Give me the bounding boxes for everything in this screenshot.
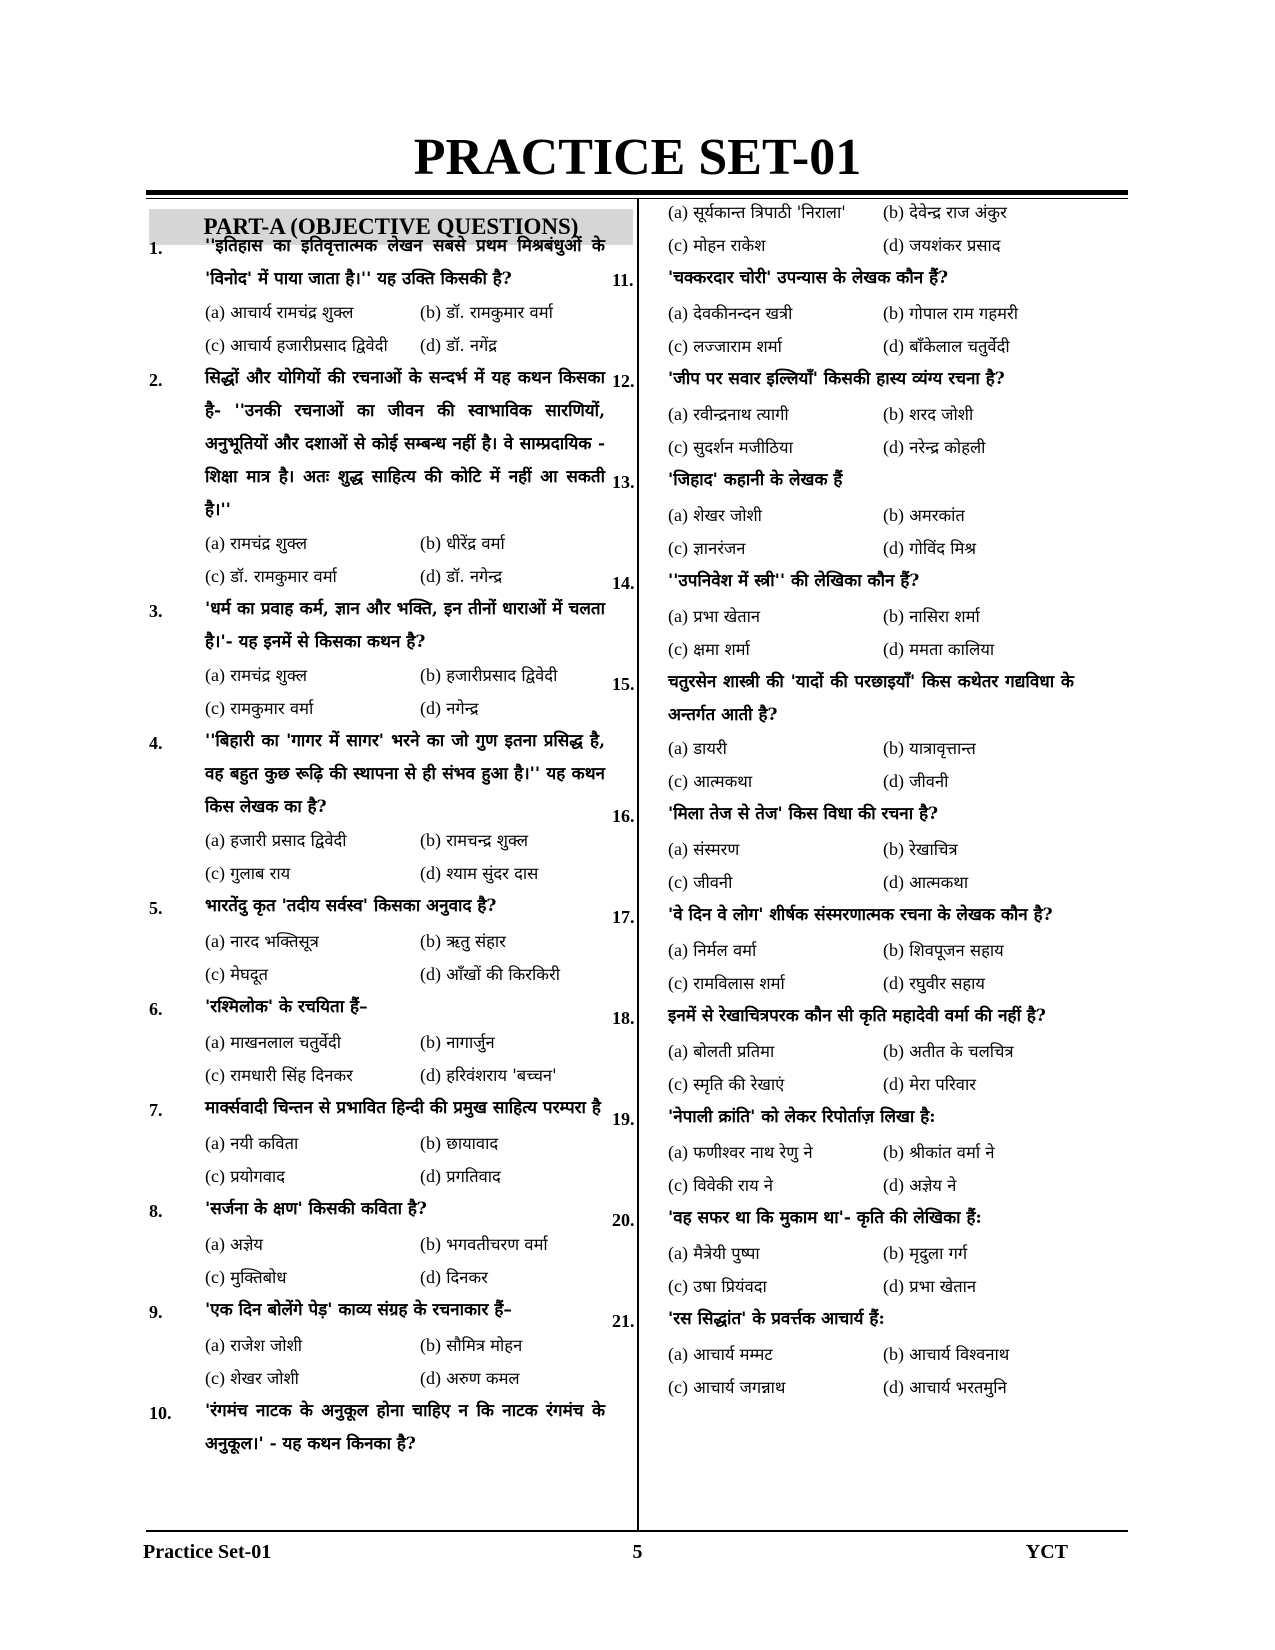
left-question-column — [149, 230, 605, 1461]
footer-right: YCT — [1025, 1541, 1068, 1563]
page-title: PRACTICE SET-01 — [413, 129, 862, 186]
option: (d) डॉ. नगेंद्र — [420, 335, 498, 355]
option: (d) नगेन्द्र — [420, 698, 479, 718]
question-block — [149, 362, 605, 593]
option: (d) ममता कालिया — [883, 639, 995, 659]
question-number: 15. — [612, 674, 635, 694]
answer-options — [205, 1127, 605, 1193]
option: (b) अतीत के चलचित्र — [883, 1041, 1014, 1061]
question-text: 'धर्म का प्रवाह कर्म, ज्ञान और भक्ति, इन तीनों धाराओं में चलता है।'- यह इनमें से किसका कथन है? — [205, 599, 605, 652]
option: (b) अमरकांत — [883, 505, 965, 525]
option: (a) मैत्रेयी पुष्पा — [668, 1243, 760, 1263]
question-block — [149, 1193, 605, 1294]
option: (d) आचार्य भरतमुनि — [883, 1377, 1007, 1397]
option: (a) रवीन्द्रनाथ त्यागी — [668, 404, 789, 424]
question-block — [612, 1101, 1074, 1202]
option: (d) श्याम सुंदर दास — [420, 863, 539, 883]
option: (b) डॉ. रामकुमार वर्मा — [420, 302, 553, 322]
option: (d) जयशंकर प्रसाद — [883, 235, 1001, 255]
question-number: 9. — [149, 1302, 163, 1322]
answer-options — [668, 1237, 1074, 1303]
footer-rule — [146, 1530, 1128, 1532]
question-block — [612, 262, 1074, 363]
option: (a) नयी कविता — [205, 1133, 299, 1153]
option: (c) ज्ञानरंजन — [668, 538, 746, 558]
question-text: 'चक्करदार चोरी' उपन्यास के लेखक कौन हैं? — [668, 268, 949, 288]
answer-options — [668, 297, 1074, 363]
answer-options — [205, 659, 605, 725]
question-block — [149, 890, 605, 991]
option: (a) निर्मल वर्मा — [668, 940, 757, 960]
option: (d) बाँकेलाल चतुर्वेदी — [883, 336, 1010, 356]
question-number: 11. — [612, 270, 634, 290]
answer-options — [668, 1338, 1074, 1404]
option: (b) हजारीप्रसाद द्विवेदी — [420, 665, 558, 685]
option: (a) राजेश जोशी — [205, 1335, 302, 1355]
option: (b) शिवपूजन सहाय — [883, 940, 1004, 960]
question-number: 21. — [612, 1311, 635, 1331]
option: (b) नासिरा शर्मा — [883, 606, 980, 626]
question-text: 'मिला तेज से तेज' किस विधा की रचना है? — [668, 804, 939, 824]
question-number: 3. — [149, 601, 163, 621]
question-number: 1. — [149, 238, 163, 258]
question-block — [612, 798, 1074, 899]
option: (b) देवेन्द्र राज अंकुर — [883, 202, 1007, 222]
question-number: 16. — [612, 806, 635, 826]
question-block — [612, 363, 1074, 464]
option: (d) प्रगतिवाद — [420, 1166, 501, 1186]
option: (c) आचार्य जगन्नाथ — [668, 1377, 786, 1397]
option: (b) सौमित्र मोहन — [420, 1335, 523, 1355]
option: (c) प्रयोगवाद — [205, 1166, 285, 1186]
question-number: 7. — [149, 1100, 163, 1120]
question-text: भारतेंदु कृत 'तदीय सर्वस्व' किसका अनुवाद है? — [205, 896, 497, 916]
question-block — [149, 991, 605, 1092]
answer-options — [668, 600, 1074, 666]
option: (c) स्मृति की रेखाएं — [668, 1074, 785, 1094]
option: (d) दिनकर — [420, 1267, 488, 1287]
option: (d) जीवनी — [883, 771, 949, 791]
question-text: 'जीप पर सवार इल्लियाँ' किसकी हास्य व्यंग्य रचना है? — [668, 369, 1005, 389]
option: (c) जीवनी — [668, 872, 733, 892]
question-number: 2. — [149, 370, 163, 390]
option: (b) धीरेंद्र वर्मा — [420, 533, 505, 553]
question-block — [612, 1303, 1074, 1404]
option: (a) सूर्यकान्त त्रिपाठी 'निराला' — [668, 202, 846, 222]
question-number: 8. — [149, 1201, 163, 1221]
question-number: 4. — [149, 733, 163, 753]
option: (b) ऋतु संहार — [420, 931, 506, 951]
question-text: 'एक दिन बोलेंगे पेड़' काव्य संग्रह के रचनाकार हैं– — [205, 1300, 512, 1320]
option: (b) छायावाद — [420, 1133, 499, 1153]
carryover-options — [668, 196, 1074, 262]
option: (a) आचार्य रामचंद्र शुक्ल — [205, 302, 354, 322]
option: (d) डॉ. नगेन्द्र — [420, 566, 503, 586]
option: (c) रामधारी सिंह दिनकर — [205, 1065, 353, 1085]
question-number: 19. — [612, 1109, 635, 1129]
option: (a) डायरी — [668, 738, 727, 758]
answer-options — [668, 833, 1074, 899]
question-number: 5. — [149, 898, 163, 918]
question-block — [612, 565, 1074, 666]
title-rule-thick — [146, 190, 1128, 195]
option: (a) प्रभा खेतान — [668, 606, 761, 626]
option: (b) नागार्जुन — [420, 1032, 495, 1052]
option: (c) मेघदूत — [205, 964, 269, 984]
option: (b) भगवतीचरण वर्मा — [420, 1234, 548, 1254]
option: (a) देवकीनन्दन खत्री — [668, 303, 793, 323]
option: (c) रामविलास शर्मा — [668, 973, 785, 993]
option: (b) शरद जोशी — [883, 404, 974, 424]
question-text: मार्क्सवादी चिन्तन से प्रभावित हिन्दी की प्रमुख साहित्य परम्परा है — [205, 1098, 601, 1118]
footer-left: Practice Set-01 — [143, 1541, 272, 1563]
right-question-list — [612, 262, 1074, 1404]
question-number: 12. — [612, 371, 635, 391]
option: (c) विवेकी राय ने — [668, 1175, 774, 1195]
option: (b) मृदुला गर्ग — [883, 1243, 968, 1263]
question-text: ''उपनिवेश में स्त्री'' की लेखिका कौन हैं? — [668, 571, 920, 591]
part-heading: PART-A (OBJECTIVE QUESTIONS) — [149, 209, 633, 245]
option: (c) गुलाब राय — [205, 863, 291, 883]
answer-options — [668, 398, 1074, 464]
option: (c) मोहन राकेश — [668, 235, 766, 255]
option: (d) गोविंद मिश्र — [883, 538, 977, 558]
option: (c) लज्जाराम शर्मा — [668, 336, 782, 356]
question-block — [149, 1092, 605, 1193]
option: (d) प्रभा खेतान — [883, 1276, 977, 1296]
question-number: 14. — [612, 573, 635, 593]
question-number: 17. — [612, 907, 635, 927]
question-text: 'रस सिद्धांत' के प्रवर्त्तक आचार्य हैं: — [668, 1309, 885, 1329]
question-text: 'नेपाली क्रांति' को लेकर रिपोर्ताज़ लिखा है: — [668, 1107, 936, 1127]
option: (d) अज्ञेय ने — [883, 1175, 957, 1195]
question-block — [612, 464, 1074, 565]
answer-options — [205, 296, 605, 362]
option: (a) शेखर जोशी — [668, 505, 762, 525]
question-text: 'जिहाद' कहानी के लेखक हैं — [668, 470, 843, 490]
option: (c) डॉ. रामकुमार वर्मा — [205, 566, 337, 586]
answer-options — [205, 925, 605, 991]
option: (c) मुक्तिबोध — [205, 1267, 287, 1287]
question-block — [612, 899, 1074, 1000]
option: (d) आँखों की किरकिरी — [420, 964, 560, 984]
question-block — [612, 666, 1074, 798]
option: (b) रेखाचित्र — [883, 839, 958, 859]
question-text: 'वह सफर था कि मुकाम था'- कृति की लेखिका हैं: — [668, 1208, 982, 1228]
answer-options — [205, 527, 605, 593]
question-text: 'रंगमंच नाटक के अनुकूल होना चाहिए न कि नाटक रंगमंच के अनुकूल।' - यह कथन किनका है? — [205, 1401, 605, 1454]
question-block — [149, 230, 605, 362]
answer-options — [668, 732, 1074, 798]
option: (d) रघुवीर सहाय — [883, 973, 985, 993]
option: (a) माखनलाल चतुर्वेदी — [205, 1032, 342, 1052]
option: (c) आत्मकथा — [668, 771, 753, 791]
option: (d) नरेन्द्र कोहली — [883, 437, 986, 457]
question-text: सिद्धों और योगियों की रचनाओं के सन्दर्भ में यह कथन किसका है- ''उनकी रचनाओं का जीवन की स्वाभाविक सारणियों, अनुभूतियों और दशाओं से कोई सम्बन्ध नहीं है। वे साम्प्रदायिक - शिक्षा मात्र है। अतः शुद्ध साहित्य की कोटि में नहीं आ सकती है।'' — [205, 368, 605, 520]
question-block — [612, 1202, 1074, 1303]
question-block — [149, 725, 605, 890]
question-block — [612, 1000, 1074, 1101]
option: (a) हजारी प्रसाद द्विवेदी — [205, 830, 347, 850]
option: (b) गोपाल राम गहमरी — [883, 303, 1018, 323]
question-text: इनमें से रेखाचित्रपरक कौन सी कृति महादेवी वर्मा की नहीं है? — [668, 1006, 1046, 1026]
question-number: 13. — [612, 472, 635, 492]
answer-options — [205, 1228, 605, 1294]
option: (d) मेरा परिवार — [883, 1074, 976, 1094]
option: (c) सुदर्शन मजीठिया — [668, 437, 793, 457]
option: (d) अरुण कमल — [420, 1368, 520, 1388]
answer-options — [668, 499, 1074, 565]
question-number: 6. — [149, 999, 163, 1019]
option: (c) आचार्य हजारीप्रसाद द्विवेदी — [205, 335, 388, 355]
option: (a) रामचंद्र शुक्ल — [205, 533, 308, 553]
question-block — [149, 1395, 605, 1461]
question-number: 20. — [612, 1210, 635, 1230]
question-text: 'सर्जना के क्षण' किसकी कविता है? — [205, 1199, 427, 1219]
option: (a) रामचंद्र शुक्ल — [205, 665, 308, 685]
option: (a) अज्ञेय — [205, 1234, 263, 1254]
question-block — [149, 593, 605, 725]
option: (a) फणीश्वर नाथ रेणु ने — [668, 1142, 813, 1162]
option: (c) क्षमा शर्मा — [668, 639, 750, 659]
answer-options — [668, 1035, 1074, 1101]
option: (a) नारद भक्तिसूत्र — [205, 931, 319, 951]
answer-options — [205, 824, 605, 890]
option: (a) आचार्य मम्मट — [668, 1344, 773, 1364]
option: (b) श्रीकांत वर्मा ने — [883, 1142, 995, 1162]
option: (b) यात्रावृत्तान्त — [883, 738, 976, 758]
option: (a) संस्मरण — [668, 839, 740, 859]
question-text: 'वे दिन वे लोग' शीर्षक संस्मरणात्मक रचना के लेखक कौन है? — [668, 905, 1053, 925]
option: (b) आचार्य विश्वनाथ — [883, 1344, 1010, 1364]
page-number: 5 — [632, 1541, 643, 1563]
answer-options — [205, 1329, 605, 1395]
answer-options — [205, 1026, 605, 1092]
option: (c) उषा प्रियंवदा — [668, 1276, 767, 1296]
right-question-column — [612, 196, 1074, 1404]
option: (d) आत्मकथा — [883, 872, 969, 892]
answer-options — [668, 1136, 1074, 1202]
question-block — [149, 1294, 605, 1395]
option: (d) हरिवंशराय 'बच्चन' — [420, 1065, 557, 1085]
question-number: 10. — [149, 1403, 172, 1423]
question-text: चतुरसेन शास्त्री की 'यादों की परछाइयाँ' किस कथेतर गद्यविधा के अन्तर्गत आती है? — [668, 672, 1074, 725]
option: (c) रामकुमार वर्मा — [205, 698, 314, 718]
option: (c) शेखर जोशी — [205, 1368, 299, 1388]
question-text: ''बिहारी का 'गागर में सागर' भरने का जो गुण इतना प्रसिद्ध है, वह बहुत कुछ रूढ़ि की स्थापना से ही संभव हुआ है।'' यह कथन किस लेखक का है? — [205, 731, 605, 817]
answer-options — [668, 934, 1074, 1000]
option: (a) बोलती प्रतिमा — [668, 1041, 775, 1061]
question-text: ''इतिहास का इतिवृत्तात्मक लेखन सबसे प्रथम मिश्रबंधुओं के 'विनोद' में पाया जाता है।'' यह उक्ति किसकी है? — [205, 236, 605, 289]
question-text: 'रश्मिलोक' के रचयिता हैं– — [205, 997, 368, 1017]
question-number: 18. — [612, 1008, 635, 1028]
option: (b) रामचन्द्र शुक्ल — [420, 830, 529, 850]
